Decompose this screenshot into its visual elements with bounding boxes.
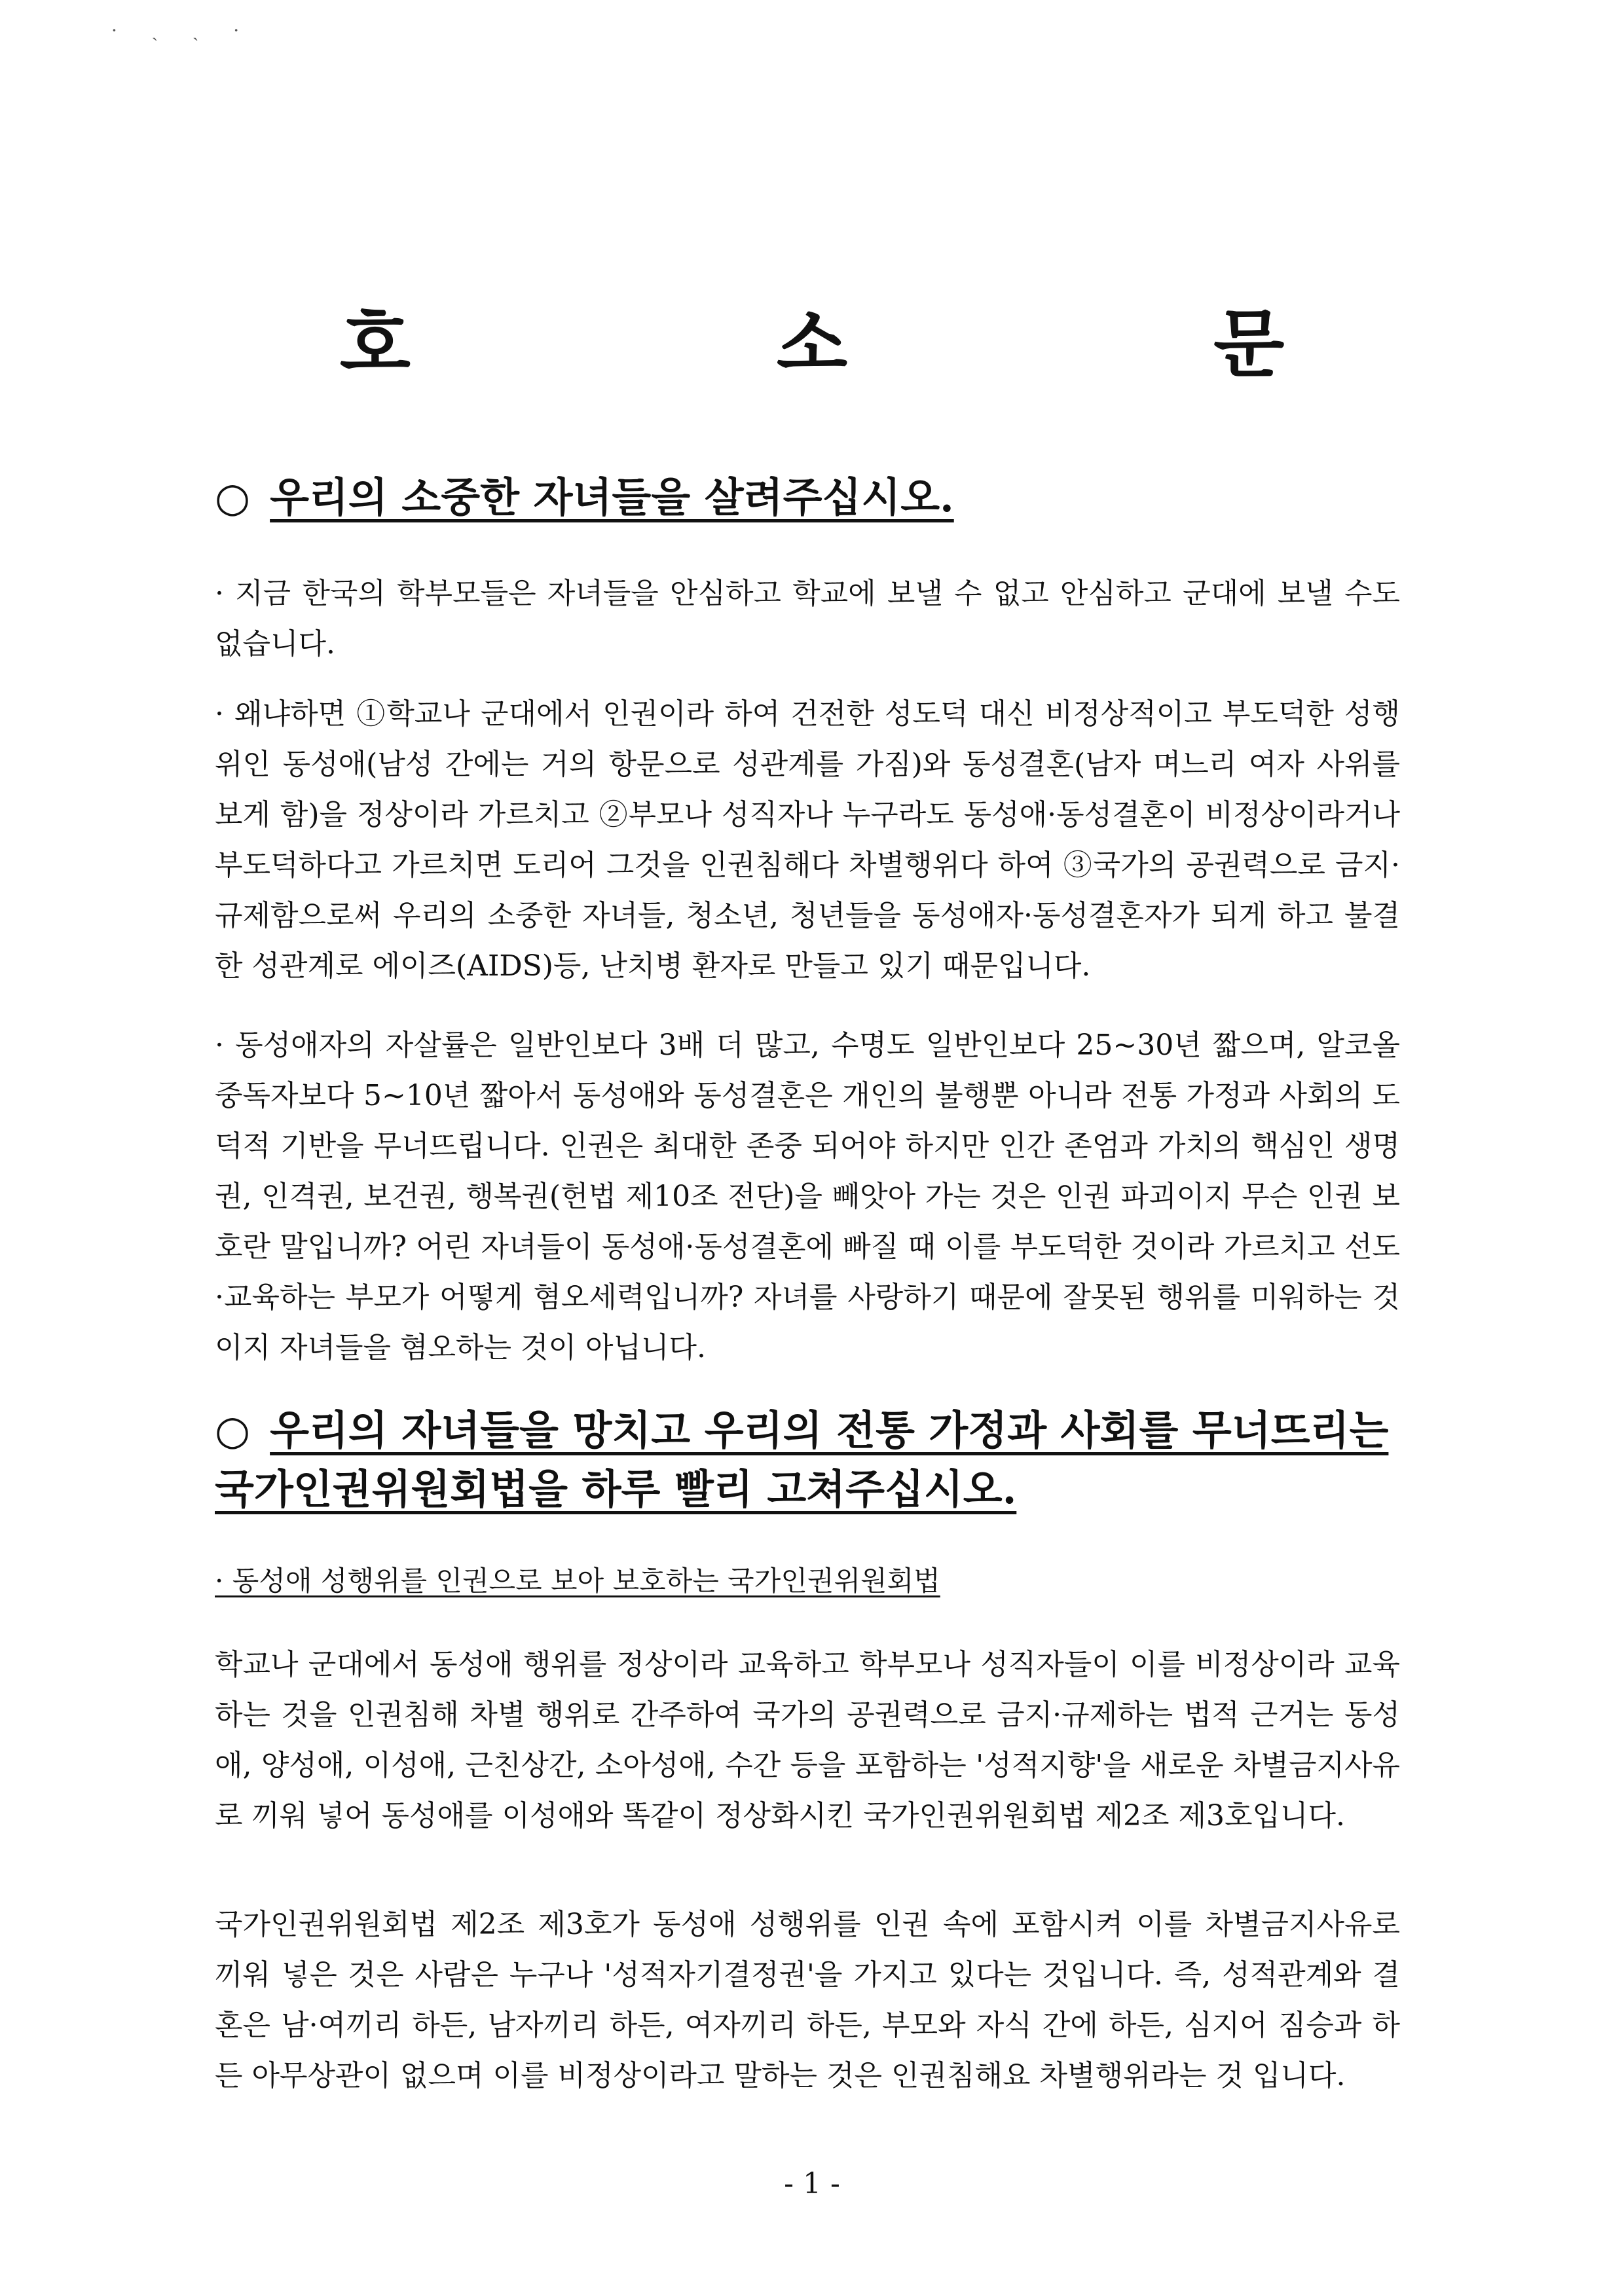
- scan-marks: · ˏ ˎ ·: [111, 20, 254, 41]
- circle-bullet-icon: ○: [215, 473, 251, 521]
- paragraph: 국가인권위원회법 제2조 제3호가 동성애 성행위를 인권 속에 포함시켜 이를 차별금지사유로 끼워 넣은 것은 사람은 누구나 '성적자기결정권'을 가지고 있다는 것입니다. 즉, 성적관계와 결혼은 남·여끼리 하든, 남자끼리 하든, 여자끼리 하든, 부모와 자식 간에 하든, 심지어 짐승과 하든 아무상관이 없으며 이를 비정상이라고 말하는 것은 인권침해요 차별행위라는 것 입니다.: [215, 1908, 1400, 2092]
- paragraph: 학교나 군대에서 동성애 행위를 정상이라 교육하고 학부모나 성직자들이 이를 비정상이라 교육하는 것을 인권침해 차별 행위로 간주하여 국가의 공권력으로 금지·규제하는 법적 근거는 동성애, 양성애, 이성애, 근친상간, 소아성애, 수간 등을 포함하는 '성적지향'을 새로운 차별금지사유로 끼워 넣어 동성애를 이성애와 똑같이 정상화시킨 국가인권위원회법 제2조 제3호입니다.: [215, 1648, 1400, 1832]
- circle-bullet-icon: ○: [215, 1406, 251, 1454]
- section-heading-text: 우리의 자녀들을 망치고 우리의 전통 가정과 사회를 무너뜨리는 국가인권위원회법을 하루 빨리 고쳐주십시오.: [215, 1406, 1389, 1513]
- section-heading-text: 우리의 소중한 자녀들을 살려주십시오.: [270, 473, 954, 521]
- section-heading-1: [215, 468, 1400, 527]
- paragraph: · 왜냐하면 ①학교나 군대에서 인권이라 하여 건전한 성도덕 대신 비정상적이고 부도덕한 성행위인 동성애(남성 간에는 거의 항문으로 성관계를 가짐)와 동성결혼(남자 며느리 여자 사위를 보게 함)을 정상이라 가르치고 ②부모나 성직자나 누구라도 동성애·동성결혼이 비정상이라거나 부도덕하다고 가르치면 도리어 그것을 인권침해다 차별행위다 하여 ③국가의 공권력으로 금지·규제함으로써 우리의 소중한 자녀들, 청소년, 청년들을 동성애자·동성결혼자가 되게 하고 불결한 성관계로 에이즈(AIDS)등, 난치병 환자로 만들고 있기 때문입니다.: [215, 697, 1400, 983]
- paragraph: · 지금 한국의 학부모들은 자녀들을 안심하고 학교에 보낼 수 없고 안심하고 군대에 보낼 수도 없습니다.: [215, 577, 1400, 661]
- section-heading-2: [215, 1401, 1400, 1519]
- document-title: 호 소 문: [339, 301, 1455, 387]
- page-number: - 1 -: [784, 2167, 840, 2200]
- subheading: · 동성애 성행위를 인권으로 보아 보호하는 국가인권위원회법: [215, 1565, 940, 1597]
- paragraph: · 동성애자의 자살률은 일반인보다 3배 더 많고, 수명도 일반인보다 25~30년 짧으며, 알코올중독자보다 5~10년 짧아서 동성애와 동성결혼은 개인의 불행뿐 아니라 전통 가정과 사회의 도덕적 기반을 무너뜨립니다. 인권은 최대한 존중 되어야 하지만 인간 존엄과 가치의 핵심인 생명권, 인격권, 보건권, 행복권(헌법 제10조 전단)을 빼앗아 가는 것은 인권 파괴이지 무슨 인권 보호란 말입니까? 어린 자녀들이 동성애·동성결혼에 빠질 때 이를 부도덕한 것이라 가르치고 선도·교육하는 부모가 어떻게 혐오세력입니까? 자녀를 사랑하기 때문에 잘못된 행위를 미워하는 것이지 자녀들을 혐오하는 것이 아닙니다.: [215, 1029, 1400, 1364]
